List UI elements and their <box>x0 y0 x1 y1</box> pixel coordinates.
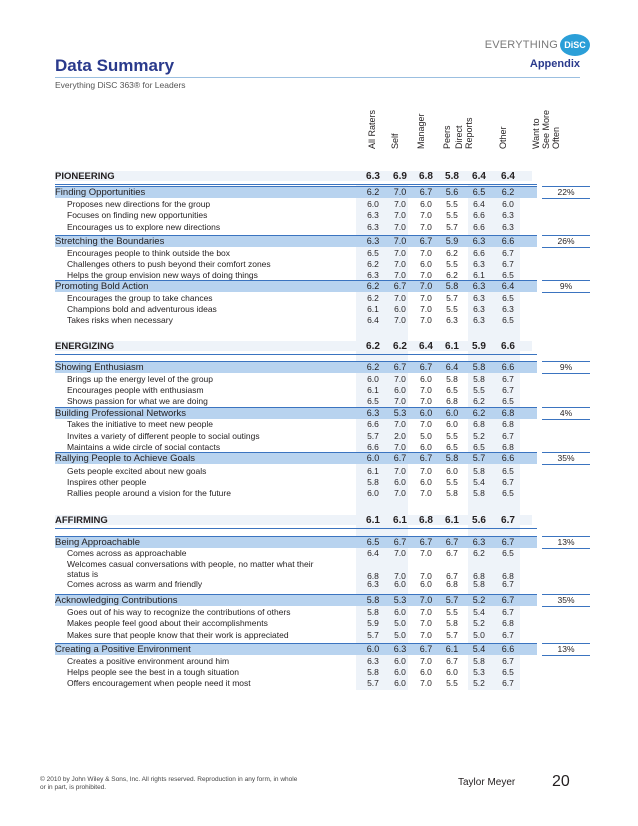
score-cell: 6.1 <box>445 644 459 654</box>
score-cell: 6.3 <box>473 293 485 303</box>
score-cell: 5.4 <box>473 477 485 487</box>
score-cell: 7.0 <box>420 396 432 406</box>
score-cell: 6.0 <box>420 199 432 209</box>
score-cell: 6.3 <box>366 408 380 418</box>
score-cell: 6.7 <box>501 537 515 547</box>
score-cell: 6.3 <box>366 171 380 182</box>
score-cell: 7.0 <box>394 442 406 452</box>
score-cell: 7.0 <box>394 571 406 581</box>
score-cell: 5.8 <box>473 579 485 589</box>
score-cell: 6.9 <box>393 171 407 182</box>
page-number: 20 <box>552 773 570 790</box>
score-cell: 6.0 <box>394 667 406 677</box>
score-cell: 7.0 <box>420 488 432 498</box>
score-cell: 6.7 <box>502 477 514 487</box>
page-title: Data Summary <box>55 56 175 75</box>
score-cell: 6.7 <box>502 630 514 640</box>
score-cell: 6.2 <box>446 270 458 280</box>
score-cell: 6.8 <box>473 571 485 581</box>
score-cell: 6.0 <box>446 667 458 677</box>
score-cell: 6.2 <box>366 362 380 372</box>
score-cell: 6.3 <box>446 315 458 325</box>
score-cell: 7.0 <box>420 571 432 581</box>
score-cell: 6.3 <box>473 304 485 314</box>
score-cell: 6.8 <box>446 396 458 406</box>
score-cell: 6.5 <box>502 315 514 325</box>
row-label: Brings up the energy level of the group <box>67 374 214 384</box>
score-cell: 5.7 <box>367 630 379 640</box>
row-label: Challenges others to push beyond their comfort zones <box>67 259 271 269</box>
score-cell: 5.9 <box>445 236 459 246</box>
row-label: Creating a Positive Environment <box>55 644 191 655</box>
row-label: Promoting Bold Action <box>55 281 149 292</box>
score-cell: 6.4 <box>501 281 515 291</box>
score-cell: 7.0 <box>420 678 432 688</box>
score-cell: 6.3 <box>472 537 486 547</box>
score-cell: 6.0 <box>420 579 432 589</box>
score-cell: 6.1 <box>445 515 459 526</box>
score-cell: 6.0 <box>394 607 406 617</box>
score-cell: 6.0 <box>420 667 432 677</box>
score-cell: 6.1 <box>366 515 380 526</box>
row-label: Building Professional Networks <box>55 408 186 419</box>
score-cell: 7.0 <box>394 419 406 429</box>
score-cell: 6.7 <box>446 656 458 666</box>
score-cell: 7.0 <box>420 548 432 558</box>
score-cell: 5.2 <box>473 431 485 441</box>
score-cell: 6.7 <box>502 678 514 688</box>
score-cell: 6.4 <box>501 171 515 182</box>
section-divider <box>55 528 537 529</box>
score-cell: 7.0 <box>394 374 406 384</box>
row-label: Focuses on finding new opportunities <box>67 210 208 220</box>
score-cell: 6.5 <box>502 466 514 476</box>
score-cell: 5.8 <box>472 362 486 372</box>
score-cell: 6.5 <box>446 442 458 452</box>
score-cell: 7.0 <box>420 466 432 476</box>
score-cell: 6.1 <box>367 385 379 395</box>
row-label: Proposes new directions for the group <box>67 199 211 209</box>
score-cell: 5.7 <box>446 630 458 640</box>
score-cell: 5.2 <box>472 595 486 605</box>
score-cell: 6.6 <box>501 341 515 352</box>
score-cell: 5.7 <box>446 222 458 232</box>
score-cell: 6.1 <box>473 270 485 280</box>
score-cell: 6.0 <box>394 385 406 395</box>
score-cell: 5.5 <box>446 304 458 314</box>
score-cell: 6.6 <box>473 248 485 258</box>
score-cell: 5.8 <box>473 374 485 384</box>
want-more-percent: 4% <box>542 407 590 420</box>
score-cell: 6.0 <box>394 304 406 314</box>
score-cell: 5.7 <box>446 293 458 303</box>
row-label: Welcomes casual conversations with people, no matter what their status is <box>67 559 314 579</box>
score-cell: 6.7 <box>501 515 515 526</box>
score-cell: 5.8 <box>367 667 379 677</box>
score-cell: 6.7 <box>446 548 458 558</box>
score-cell: 7.0 <box>393 187 407 197</box>
score-cell: 6.0 <box>420 442 432 452</box>
score-cell: 6.2 <box>446 248 458 258</box>
score-cell: 7.0 <box>420 210 432 220</box>
score-cell: 6.1 <box>445 341 459 352</box>
score-cell: 7.0 <box>394 259 406 269</box>
score-cell: 5.8 <box>445 453 459 463</box>
score-cell: 6.7 <box>502 385 514 395</box>
score-cell: 6.7 <box>502 374 514 384</box>
score-cell: 6.6 <box>367 419 379 429</box>
copyright-notice: © 2010 by John Wiley & Sons, Inc. All rights reserved. Reproduction in any form, in whole or in part, is prohibited. <box>40 776 298 791</box>
row-label: Stretching the Boundaries <box>55 236 165 247</box>
score-cell: 6.0 <box>420 477 432 487</box>
score-cell: 5.3 <box>473 667 485 677</box>
score-cell: 6.7 <box>393 537 407 547</box>
row-label: Encourages people to think outside the box <box>67 248 231 258</box>
score-cell: 6.4 <box>473 199 485 209</box>
section-divider <box>55 354 537 355</box>
score-cell: 6.0 <box>367 488 379 498</box>
score-cell: 6.8 <box>502 618 514 628</box>
score-cell: 7.0 <box>394 466 406 476</box>
score-cell: 6.2 <box>367 259 379 269</box>
score-cell: 5.5 <box>446 477 458 487</box>
score-cell: 7.0 <box>420 222 432 232</box>
score-cell: 6.1 <box>367 466 379 476</box>
score-cell: 6.2 <box>501 187 515 197</box>
score-cell: 5.0 <box>473 630 485 640</box>
score-cell: 7.0 <box>394 270 406 280</box>
row-label: Makes sure that people know that their work is appreciated <box>67 630 289 640</box>
score-cell: 7.0 <box>420 618 432 628</box>
score-cell: 6.3 <box>367 270 379 280</box>
score-cell: 6.4 <box>367 548 379 558</box>
score-cell: 6.0 <box>419 408 433 418</box>
row-label: Rallying People to Achieve Goals <box>55 453 195 464</box>
score-cell: 6.6 <box>501 453 515 463</box>
score-cell: 7.0 <box>420 315 432 325</box>
row-label: Being Approachable <box>55 537 141 548</box>
score-cell: 6.4 <box>445 362 459 372</box>
score-cell: 6.6 <box>473 222 485 232</box>
score-cell: 5.5 <box>446 259 458 269</box>
score-cell: 6.5 <box>502 396 514 406</box>
want-more-percent: 26% <box>542 235 590 248</box>
score-cell: 6.5 <box>473 442 485 452</box>
score-cell: 6.5 <box>502 488 514 498</box>
score-cell: 7.0 <box>420 607 432 617</box>
score-cell: 6.3 <box>472 281 486 291</box>
score-cell: 6.0 <box>394 656 406 666</box>
score-cell: 2.0 <box>394 431 406 441</box>
score-cell: 6.5 <box>472 187 486 197</box>
score-cell: 6.7 <box>393 453 407 463</box>
score-cell: 6.0 <box>367 374 379 384</box>
score-cell: 7.0 <box>394 293 406 303</box>
score-cell: 6.8 <box>419 515 433 526</box>
score-cell: 6.7 <box>502 579 514 589</box>
want-more-percent: 9% <box>542 280 590 293</box>
score-cell: 6.5 <box>502 270 514 280</box>
score-cell: 6.7 <box>502 656 514 666</box>
score-cell: 7.0 <box>420 293 432 303</box>
row-label: Encourages the group to take chances <box>67 293 213 303</box>
row-label: AFFIRMING <box>55 515 108 526</box>
score-cell: 6.7 <box>393 362 407 372</box>
score-cell: 6.0 <box>420 259 432 269</box>
score-cell: 5.8 <box>445 171 459 182</box>
score-cell: 6.0 <box>394 678 406 688</box>
score-cell: 7.0 <box>394 548 406 558</box>
row-label: Helps the group envision new ways of doing things <box>67 270 258 280</box>
row-label: Finding Opportunities <box>55 187 146 198</box>
score-cell: 5.5 <box>446 431 458 441</box>
row-label: Offers encouragement when people need it most <box>67 678 251 688</box>
score-cell: 7.0 <box>394 222 406 232</box>
score-cell: 6.7 <box>501 595 515 605</box>
score-cell: 5.4 <box>473 607 485 617</box>
score-cell: 6.2 <box>366 341 380 352</box>
score-cell: 5.8 <box>367 607 379 617</box>
score-cell: 5.5 <box>446 607 458 617</box>
appendix-label: Appendix <box>529 58 580 70</box>
section-divider <box>55 184 537 185</box>
score-cell: 6.5 <box>446 385 458 395</box>
score-cell: 6.2 <box>367 293 379 303</box>
row-label: Comes across as warm and friendly <box>67 579 203 589</box>
row-label: ENERGIZING <box>55 341 115 352</box>
score-cell: 6.6 <box>367 442 379 452</box>
score-cell: 6.7 <box>419 362 433 372</box>
row-label: Inspires other people <box>67 477 147 487</box>
score-cell: 7.0 <box>394 210 406 220</box>
score-cell: 6.5 <box>366 537 380 547</box>
score-cell: 6.7 <box>419 644 433 654</box>
score-cell: 7.0 <box>393 236 407 246</box>
score-cell: 7.0 <box>420 304 432 314</box>
score-cell: 7.0 <box>420 270 432 280</box>
row-label: Makes people feel good about their accomplishments <box>67 618 268 628</box>
score-cell: 6.8 <box>367 571 379 581</box>
score-cell: 6.7 <box>502 259 514 269</box>
score-cell: 7.0 <box>394 315 406 325</box>
score-cell: 7.0 <box>394 396 406 406</box>
want-more-percent: 35% <box>542 452 590 465</box>
score-cell: 6.0 <box>446 466 458 476</box>
score-cell: 6.6 <box>473 210 485 220</box>
score-cell: 5.8 <box>366 595 380 605</box>
score-cell: 6.0 <box>366 644 380 654</box>
want-more-percent: 9% <box>542 361 590 374</box>
score-cell: 6.5 <box>367 396 379 406</box>
score-cell: 6.8 <box>446 579 458 589</box>
score-cell: 7.0 <box>420 385 432 395</box>
score-cell: 6.4 <box>367 315 379 325</box>
score-cell: 6.0 <box>502 199 514 209</box>
score-cell: 6.3 <box>473 315 485 325</box>
score-cell: 7.0 <box>394 488 406 498</box>
score-cell: 6.2 <box>473 396 485 406</box>
row-label: Encourages us to explore new directions <box>67 222 221 232</box>
score-cell: 6.8 <box>502 442 514 452</box>
score-cell: 5.6 <box>445 187 459 197</box>
want-more-percent: 13% <box>542 643 590 656</box>
score-cell: 5.8 <box>473 466 485 476</box>
score-cell: 5.5 <box>473 385 485 395</box>
score-cell: 6.3 <box>502 304 514 314</box>
score-cell: 7.0 <box>420 419 432 429</box>
row-label: Helps people see the best in a tough situation <box>67 667 240 677</box>
score-cell: 5.8 <box>446 488 458 498</box>
score-cell: 5.7 <box>367 678 379 688</box>
row-label: Takes the initiative to meet new people <box>67 419 214 429</box>
score-cell: 6.6 <box>501 362 515 372</box>
disc-logo: DiSC <box>560 34 590 56</box>
score-cell: 6.5 <box>502 667 514 677</box>
score-cell: 6.8 <box>502 419 514 429</box>
want-more-percent: 35% <box>542 594 590 607</box>
row-label: Invites a variety of different people to social outings <box>67 431 260 441</box>
want-more-percent: 13% <box>542 536 590 549</box>
score-cell: 7.0 <box>394 248 406 258</box>
score-cell: 5.5 <box>446 199 458 209</box>
score-cell: 5.3 <box>393 595 407 605</box>
score-cell: 6.4 <box>472 171 486 182</box>
score-cell: 6.3 <box>367 210 379 220</box>
score-cell: 5.6 <box>472 515 486 526</box>
row-label: Showing Enthusiasm <box>55 362 144 373</box>
score-cell: 7.0 <box>419 281 433 291</box>
score-cell: 5.2 <box>473 678 485 688</box>
score-cell: 5.0 <box>394 618 406 628</box>
score-cell: 5.0 <box>420 431 432 441</box>
score-cell: 5.5 <box>446 210 458 220</box>
score-cell: 5.9 <box>367 618 379 628</box>
score-cell: 6.0 <box>367 199 379 209</box>
score-cell: 7.0 <box>394 199 406 209</box>
score-cell: 5.5 <box>446 678 458 688</box>
score-cell: 6.3 <box>393 644 407 654</box>
score-cell: 6.3 <box>367 656 379 666</box>
score-cell: 5.8 <box>446 618 458 628</box>
score-cell: 6.0 <box>394 579 406 589</box>
row-label: Comes across as approachable <box>67 548 187 558</box>
score-cell: 6.1 <box>367 304 379 314</box>
score-cell: 6.5 <box>502 548 514 558</box>
row-label: PIONEERING <box>55 171 115 182</box>
score-cell: 6.7 <box>502 431 514 441</box>
score-cell: 5.2 <box>473 618 485 628</box>
score-cell: 5.7 <box>472 453 486 463</box>
row-label: Takes risks when necessary <box>67 315 173 325</box>
score-cell: 6.3 <box>472 236 486 246</box>
score-cell: 7.0 <box>419 595 433 605</box>
score-cell: 6.8 <box>419 171 433 182</box>
score-cell: 5.4 <box>472 644 486 654</box>
score-cell: 6.8 <box>502 571 514 581</box>
score-cell: 5.0 <box>394 630 406 640</box>
score-cell: 5.8 <box>446 374 458 384</box>
score-cell: 6.3 <box>502 222 514 232</box>
score-cell: 6.0 <box>445 408 459 418</box>
row-label: Maintains a wide circle of social contacts <box>67 442 221 452</box>
score-cell: 6.7 <box>446 571 458 581</box>
score-cell: 6.3 <box>367 222 379 232</box>
score-cell: 7.0 <box>420 656 432 666</box>
row-label: Acknowledging Contributions <box>55 595 178 606</box>
score-cell: 6.0 <box>446 419 458 429</box>
score-cell: 5.7 <box>445 595 459 605</box>
person-name: Taylor Meyer <box>458 777 516 788</box>
score-cell: 5.3 <box>393 408 407 418</box>
score-cell: 6.1 <box>393 515 407 526</box>
page-subtitle: Everything DiSC 363® for Leaders <box>55 80 186 90</box>
score-cell: 5.8 <box>445 281 459 291</box>
score-cell: 6.2 <box>473 548 485 558</box>
row-label: Creates a positive environment around him <box>67 656 230 666</box>
score-cell: 6.2 <box>366 187 380 197</box>
score-cell: 5.7 <box>367 431 379 441</box>
row-label: Rallies people around a vision for the future <box>67 488 231 498</box>
score-cell: 6.0 <box>420 374 432 384</box>
row-label: Goes out of his way to recognize the contributions of others <box>67 607 291 617</box>
score-cell: 7.0 <box>420 248 432 258</box>
score-cell: 6.7 <box>419 236 433 246</box>
score-cell: 6.7 <box>419 537 433 547</box>
score-cell: 6.7 <box>502 607 514 617</box>
row-label: Encourages people with enthusiasm <box>67 385 204 395</box>
score-cell: 6.0 <box>366 453 380 463</box>
brand-text: EVERYTHING <box>484 39 558 51</box>
score-cell: 6.3 <box>366 236 380 246</box>
score-cell: 6.2 <box>472 408 486 418</box>
score-cell: 5.8 <box>473 656 485 666</box>
score-cell: 6.2 <box>366 281 380 291</box>
score-cell: 6.6 <box>501 644 515 654</box>
score-cell: 6.8 <box>473 419 485 429</box>
score-cell: 6.5 <box>502 293 514 303</box>
row-label: Champions bold and adventurous ideas <box>67 304 217 314</box>
row-label: Shows passion for what we are doing <box>67 396 208 406</box>
score-cell: 6.7 <box>445 537 459 547</box>
score-cell: 6.3 <box>367 579 379 589</box>
score-cell: 5.9 <box>472 341 486 352</box>
score-cell: 6.5 <box>367 248 379 258</box>
score-cell: 6.3 <box>473 259 485 269</box>
score-cell: 6.7 <box>419 187 433 197</box>
want-more-percent: 22% <box>542 186 590 199</box>
score-cell: 6.3 <box>502 210 514 220</box>
score-cell: 6.7 <box>502 248 514 258</box>
score-cell: 6.7 <box>419 453 433 463</box>
score-cell: 6.2 <box>393 341 407 352</box>
score-cell: 5.8 <box>473 488 485 498</box>
score-cell: 6.4 <box>419 341 433 352</box>
score-cell: 6.6 <box>501 236 515 246</box>
score-cell: 6.8 <box>501 408 515 418</box>
score-cell: 5.8 <box>367 477 379 487</box>
row-label: Gets people excited about new goals <box>67 466 207 476</box>
score-cell: 7.0 <box>420 630 432 640</box>
score-cell: 6.7 <box>393 281 407 291</box>
score-cell: 6.0 <box>394 477 406 487</box>
